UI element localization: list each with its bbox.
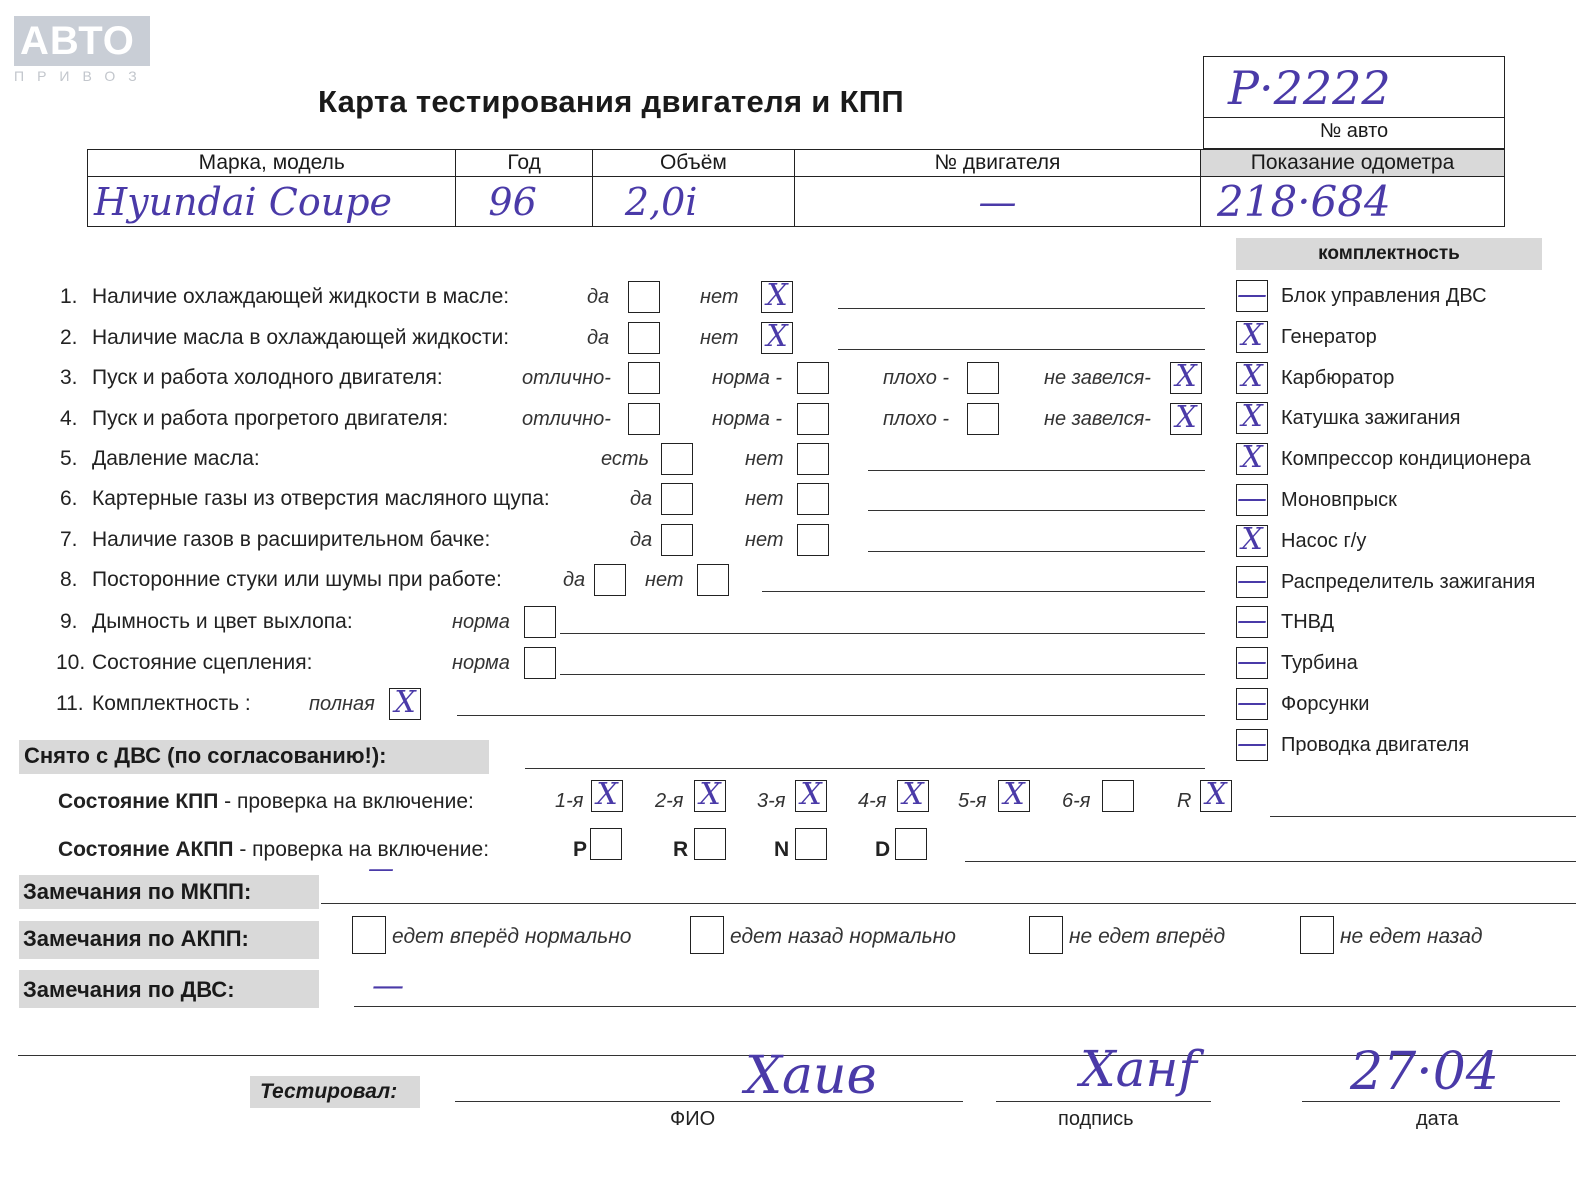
car-number-divider [1204,117,1504,118]
page-title: Карта тестирования двигателя и КПП [318,84,904,119]
engine-no-value: — [978,179,1017,224]
kit-item-label: Блок управления ДВС [1281,285,1487,307]
akpp-remark-label: едет назад нормально [730,925,956,948]
kit-checkbox[interactable] [1236,562,1268,598]
option-label: да [630,488,653,510]
option-checkbox[interactable] [661,524,693,556]
kit-checkbox-mark: X [1241,358,1263,394]
tester-signature: Ханf [1080,1040,1197,1098]
mode-checkbox[interactable] [795,828,827,860]
option-label: нет [745,529,784,551]
kit-checkbox-mark: — [1237,725,1267,761]
gear-label: 5-я [958,790,987,812]
option-checkbox[interactable] [524,647,556,679]
kpp-label: Состояние КПП - проверка на включение: [58,790,474,813]
option-checkbox[interactable] [628,281,660,313]
option-label: норма [452,611,510,633]
col-make-model: Марка, модель [88,150,456,177]
kit-checkbox[interactable] [1236,521,1268,557]
option-checkbox[interactable] [967,403,999,435]
kit-title: комплектность [1318,243,1460,264]
option-label: норма - [712,367,783,389]
mode-checkbox[interactable] [590,828,622,860]
car-number-box [1203,56,1505,149]
option-label: плохо - [883,408,950,430]
mode-label: N [774,838,790,861]
kpp-line [1270,816,1576,817]
akpp-remark-label: не едет назад [1340,925,1483,948]
option-checkbox[interactable] [967,362,999,394]
question-text: Дымность и цвет выхлопа: [92,610,353,633]
akpp-line [965,861,1576,862]
question-number: 3. [60,366,78,389]
question-number: 2. [60,326,78,349]
akpp-remark-checkbox[interactable] [352,916,386,954]
answer-line [457,715,1205,716]
kit-checkbox-mark: — [1237,277,1267,312]
question-text: Наличие масла в охлаждающей жидкости: [92,326,510,349]
option-checkbox[interactable] [661,483,693,515]
option-label: есть [601,448,650,470]
gear-checkbox[interactable] [897,777,929,812]
option-label: отлично- [522,367,611,389]
gear-checkbox-mark: X [596,777,618,812]
akpp-remark-checkbox[interactable] [1029,916,1063,954]
logo-main: АВТО [14,16,150,66]
question-number: 5. [60,447,78,470]
option-checkbox-mark: X [766,278,788,313]
gear-label: 1-я [555,790,584,812]
option-checkbox[interactable] [797,403,829,435]
option-label: норма [452,652,510,674]
kit-checkbox[interactable] [1236,481,1268,516]
option-checkbox[interactable] [524,606,556,638]
option-checkbox[interactable] [661,443,693,475]
gear-checkbox[interactable] [694,777,726,812]
kit-checkbox-mark: — [1237,685,1267,720]
option-checkbox[interactable] [594,564,626,596]
remarks-dvs-label: Замечания по ДВС: [23,977,235,1002]
gear-checkbox-mark: X [800,777,822,812]
removed-label: Снято с ДВС (по согласованию!): [24,743,387,768]
question-text: Пуск и работа холодного двигателя: [92,366,443,389]
option-label: отлично- [522,408,611,430]
question-number: 1. [60,285,78,308]
akpp-remark-label: не едет вперёд [1069,925,1226,948]
option-checkbox[interactable] [1170,400,1202,435]
option-checkbox[interactable] [797,362,829,394]
kit-checkbox[interactable] [1236,685,1268,720]
question-number: 11. [56,692,84,715]
mode-label: D [875,838,891,861]
gear-label: 4-я [858,790,887,812]
gear-checkbox-mark: X [1205,777,1227,812]
kit-item-label: Компрессор кондиционера [1281,448,1531,471]
answer-line [762,591,1205,592]
option-checkbox-mark: X [1175,359,1197,394]
option-label: нет [700,327,739,349]
signature-line [996,1101,1211,1102]
kit-checkbox[interactable] [1236,317,1268,353]
option-label: нет [645,569,684,591]
gear-checkbox[interactable] [795,777,827,812]
kit-checkbox[interactable] [1236,358,1268,394]
gear-label: 6-я [1062,790,1091,812]
gear-checkbox-mark: X [699,777,721,812]
tester-name-line [455,1101,963,1102]
car-number-label: № авто [1319,120,1389,142]
kit-checkbox-mark: — [1237,603,1267,639]
kit-checkbox[interactable] [1236,725,1268,761]
option-checkbox-mark: X [766,319,788,354]
question-text: Пуск и работа прогретого двигателя: [92,407,449,430]
option-label: да [587,327,610,349]
kit-item-label: Катушка зажигания [1281,407,1461,430]
gear-checkbox-mark: X [1003,777,1025,812]
option-checkbox-mark: X [394,685,416,720]
akpp-scribble: — [368,854,394,884]
answer-line [560,674,1205,675]
option-checkbox[interactable] [389,685,421,720]
option-label: плохо - [883,367,950,389]
remarks-dvs-value: — [372,966,404,1004]
kit-checkbox-mark: — [1237,644,1267,680]
question-text: Картерные газы из отверстия масляного щупа: [92,487,550,510]
kit-item-label: Насос г/у [1281,529,1367,552]
question-number: 9. [60,610,78,633]
kit-checkbox-mark: X [1241,317,1263,353]
kit-item-label: ТНВД [1281,611,1335,634]
col-engine-no: № двигателя [794,150,1200,177]
option-label: да [630,529,653,551]
odometer-value: 218·684 [1217,177,1391,226]
year-value: 96 [488,179,537,224]
vehicle-info-table [87,149,1505,227]
option-checkbox[interactable] [797,524,829,556]
col-volume: Объём [592,150,794,177]
kit-checkbox[interactable] [1236,644,1268,680]
option-checkbox[interactable] [697,564,729,596]
answer-line [838,349,1205,350]
gear-checkbox[interactable] [1200,777,1232,812]
mode-checkbox[interactable] [895,828,927,860]
option-label: норма - [712,408,783,430]
question-number: 7. [60,528,78,551]
remarks-akpp-label: Замечания по АКПП: [23,926,249,951]
kit-item-label: Генератор [1281,325,1377,348]
option-checkbox[interactable] [628,362,660,394]
mode-checkbox[interactable] [694,828,726,860]
kit-checkbox[interactable] [1236,603,1268,639]
kit-item-label: Форсунки [1281,693,1370,715]
test-date: 27·04 [1350,1042,1499,1102]
gear-checkbox[interactable] [591,777,623,812]
akpp-remark-label: едет вперёд нормально [392,925,632,948]
tester-name-caption: ФИО [670,1108,716,1130]
gear-checkbox[interactable] [998,777,1030,812]
option-checkbox[interactable] [797,483,829,515]
option-label: полная [309,693,375,715]
remarks-mkpp-line [321,903,1576,904]
akpp-label: Состояние АКПП - проверка на включение: [58,838,490,861]
option-checkbox[interactable] [761,278,793,313]
option-label: не завелся- [1044,408,1151,430]
option-checkbox[interactable] [628,322,660,354]
gear-label: 2-я [655,790,684,812]
mode-label: P [573,838,588,861]
question-text: Состояние сцепления: [92,651,313,674]
car-number-value: Р·2222 [1228,61,1391,115]
question-number: 4. [60,407,78,430]
logo [14,16,150,84]
kit-item-label: Карбюратор [1281,366,1395,389]
answer-line [560,633,1205,634]
kit-checkbox-mark: X [1241,440,1263,476]
option-checkbox[interactable] [628,403,660,435]
answer-line [868,510,1205,511]
question-text: Наличие охлаждающей жидкости в масле: [92,285,510,308]
mode-label: R [673,838,689,861]
date-caption: дата [1416,1108,1459,1130]
option-checkbox[interactable] [761,319,793,354]
signature-caption: подпись [1058,1108,1134,1130]
tested-label: Тестировал: [260,1080,398,1103]
question-number: 8. [60,568,78,591]
option-checkbox-mark: X [1175,400,1197,435]
volume-value: 2,0i [624,179,698,224]
col-year: Год [456,150,592,177]
removed-line [525,768,1205,769]
kit-checkbox[interactable] [1236,440,1268,476]
kit-checkbox[interactable] [1236,277,1268,312]
kit-item-label: Моновпрыск [1281,489,1397,511]
date-line [1302,1101,1560,1102]
remarks-dvs-line [354,1006,1576,1007]
kit-checkbox-mark: — [1237,562,1267,598]
make-model-value: Hyundai Coupe [94,179,393,224]
option-checkbox[interactable] [1170,359,1202,394]
answer-line [868,470,1205,471]
kit-checkbox-mark: X [1241,399,1263,435]
gear-checkbox-mark: X [902,777,924,812]
tester-name: Хаив [745,1046,877,1106]
col-odometer: Показание одометра [1201,150,1505,177]
question-text: Давление масла: [92,447,260,470]
akpp-remark-checkbox[interactable] [1300,916,1334,954]
answer-line [838,308,1205,309]
kit-checkbox-mark: — [1237,481,1267,516]
gear-label: 3-я [757,790,786,812]
option-label: нет [745,448,784,470]
option-label: не завелся- [1044,367,1151,389]
kit-item-label: Турбина [1281,652,1358,675]
remarks-mkpp-label: Замечания по МКПП: [23,879,252,904]
question-text: Посторонние стуки или шумы при работе: [92,568,502,591]
question-number: 10. [56,651,86,674]
option-label: нет [745,488,784,510]
option-checkbox[interactable] [797,443,829,475]
question-number: 6. [60,487,78,510]
question-text: Комплектность : [92,692,251,715]
option-label: да [563,569,586,591]
gear-checkbox[interactable] [1102,780,1134,812]
gear-label: R [1177,790,1192,812]
akpp-remark-checkbox[interactable] [690,916,724,954]
option-label: нет [700,286,739,308]
logo-sub: ПРИВОЗ [14,68,150,84]
kit-item-label: Проводка двигателя [1281,733,1470,756]
option-label: да [587,286,610,308]
kit-item-label: Распределитель зажигания [1281,570,1536,593]
question-text: Наличие газов в расширительном бачке: [92,528,491,551]
kit-checkbox-mark: X [1241,521,1263,557]
kit-checkbox[interactable] [1236,399,1268,435]
answer-line [868,551,1205,552]
